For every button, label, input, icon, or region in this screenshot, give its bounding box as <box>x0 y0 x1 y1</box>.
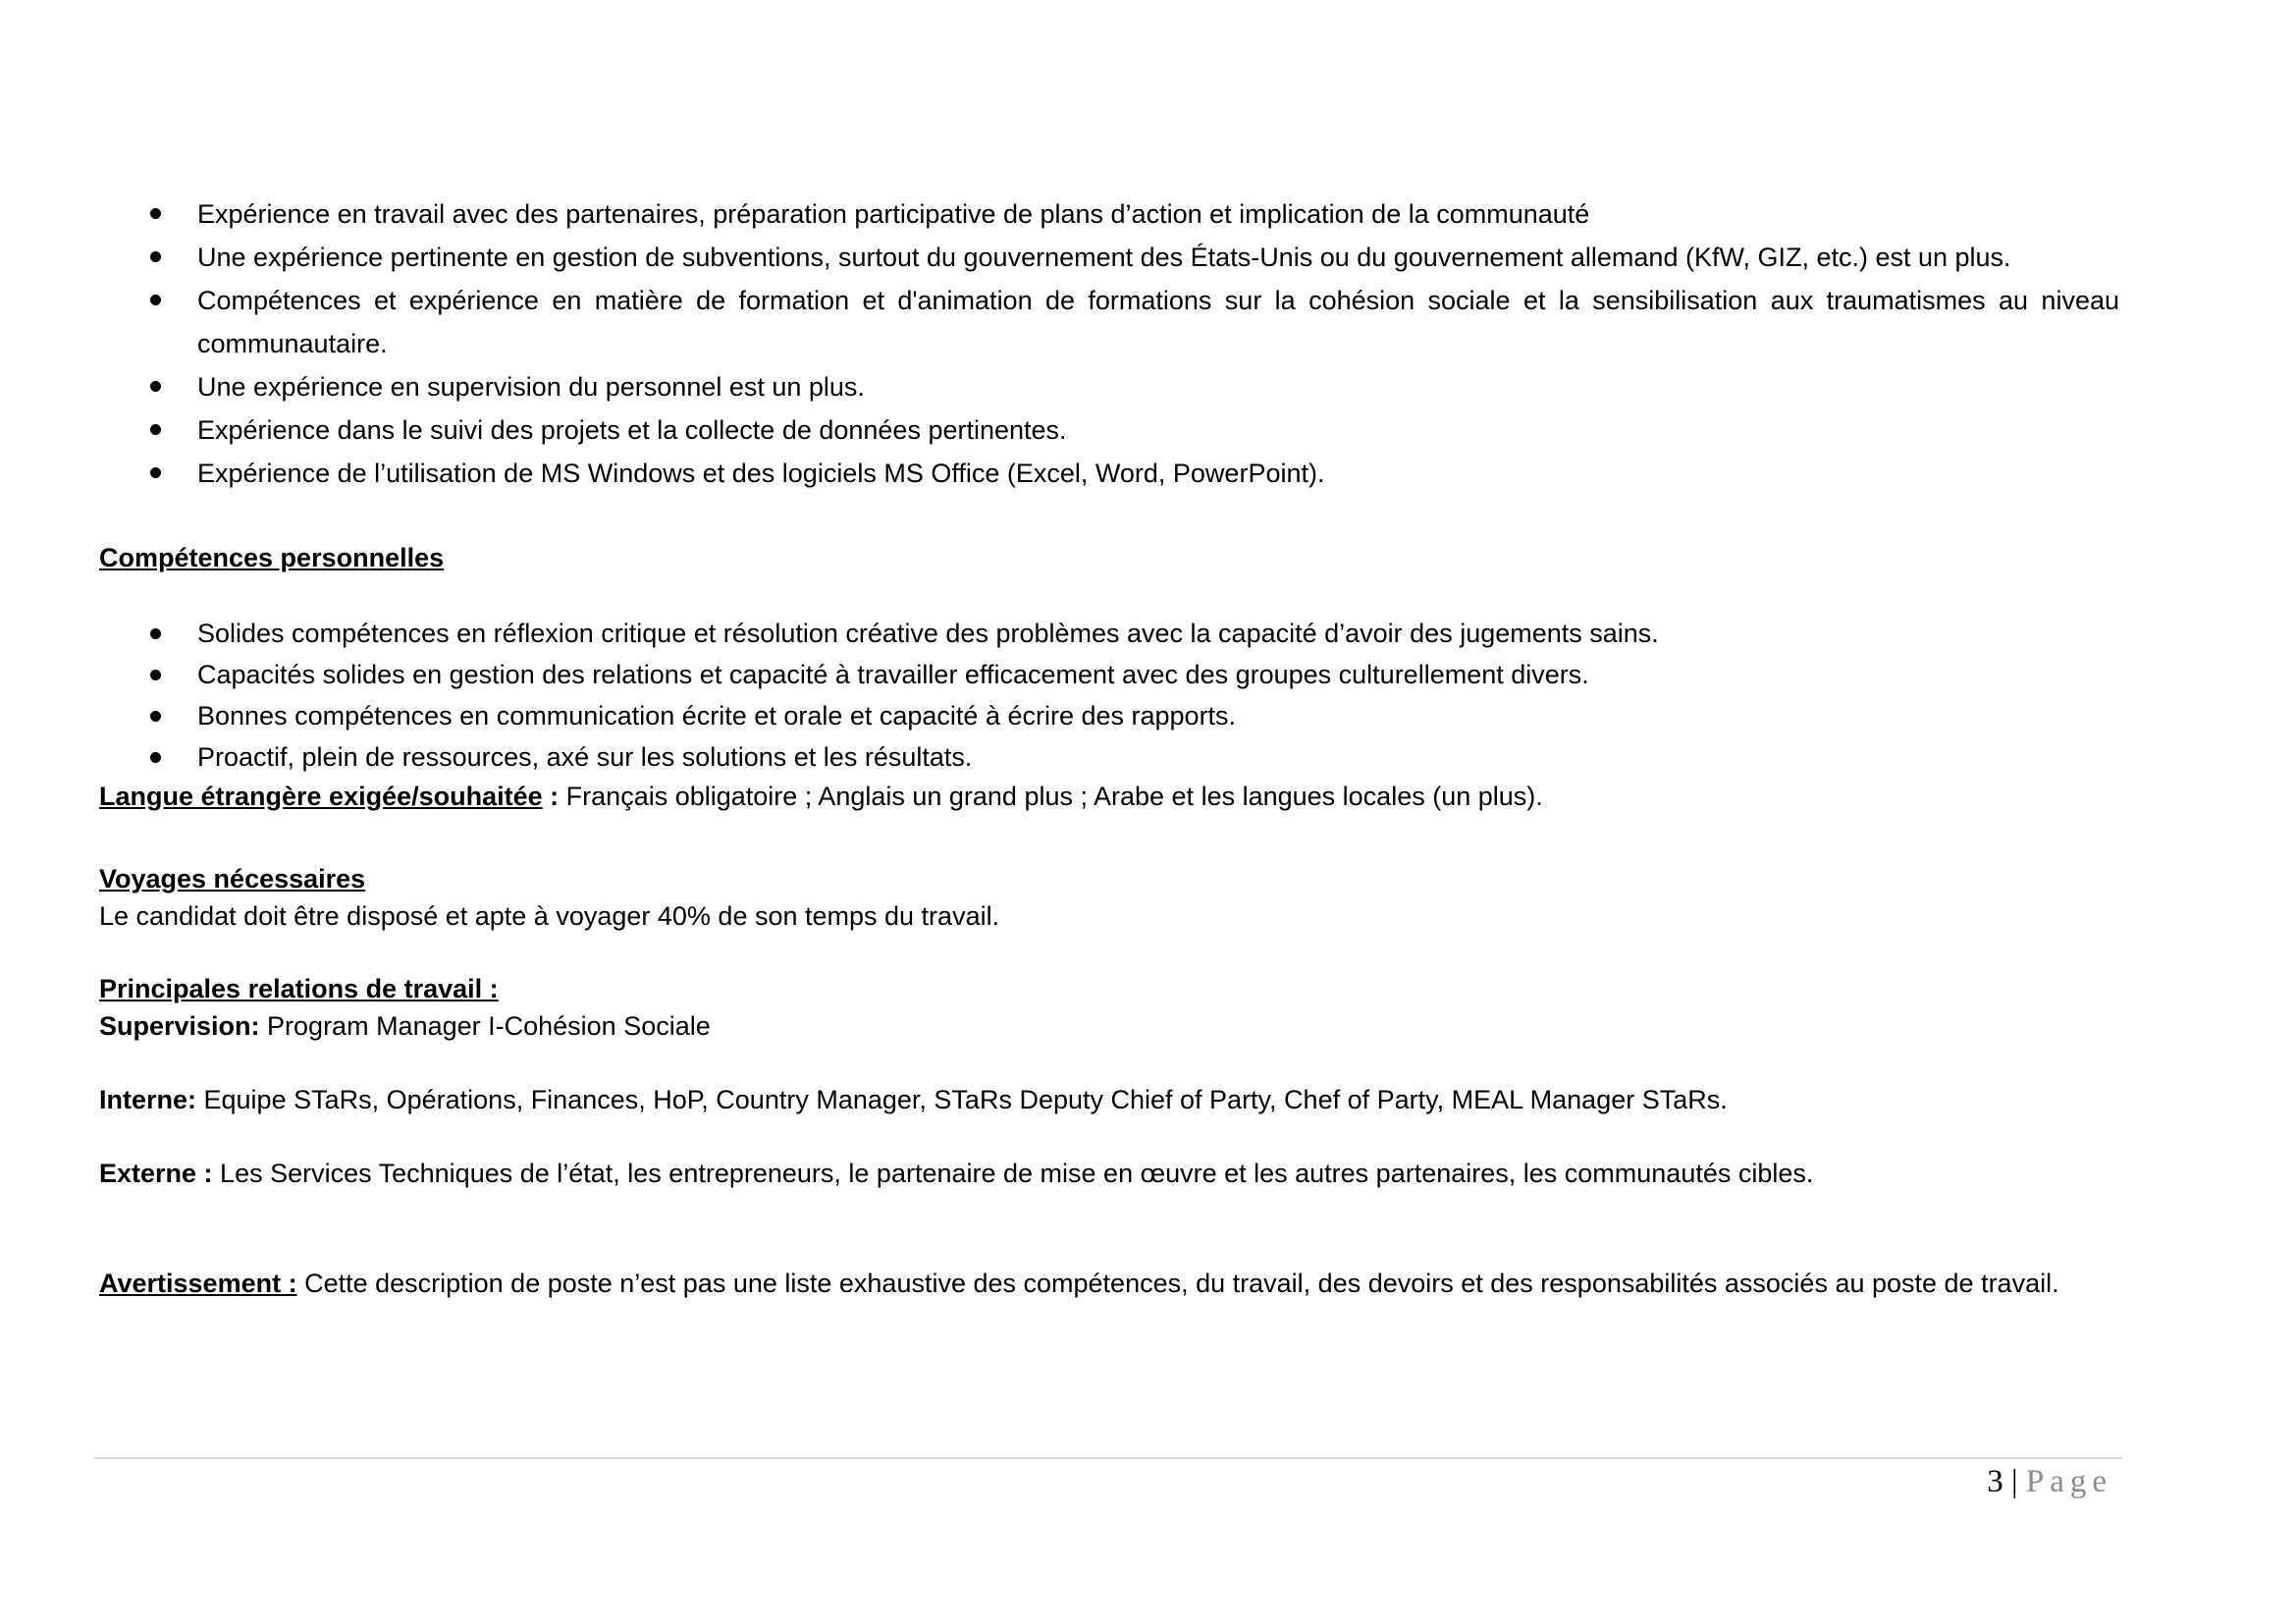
languages-paragraph <box>99 778 2119 815</box>
bullet-icon <box>150 424 161 435</box>
list-item-text: Proactif, plein de ressources, axé sur les solutions et les résultats. <box>197 742 973 772</box>
bullet-icon <box>150 628 161 639</box>
bullet-icon <box>150 208 161 219</box>
bullet-icon <box>150 251 161 262</box>
list-item-text: Expérience en travail avec des partenaires, préparation participative de plans d’action et implication de la communauté <box>197 199 1590 229</box>
list-item-text: Capacités solides en gestion des relations et capacité à travailler efficacement avec des groupes culturellement divers. <box>197 660 1589 689</box>
disclaimer-text: Cette description de poste n’est pas une liste exhaustive des compétences, du travail, des devoirs et des responsabilités associés au poste de travail. <box>296 1269 2059 1298</box>
languages-label: Langue étrangère exigée/souhaitée <box>99 782 543 811</box>
internal-paragraph <box>99 1081 2119 1118</box>
list-item-text: Solides compétences en réflexion critique et résolution créative des problèmes avec la capacité d’avoir des jugements sains. <box>197 619 1659 648</box>
list-item-text: Une expérience pertinente en gestion de subventions, surtout du gouvernement des États-Unis ou du gouvernement allemand (KfW, GIZ, etc.) est un plus. <box>197 243 2011 272</box>
list-item <box>99 695 2119 736</box>
travel-heading: Voyages nécessaires <box>99 864 366 893</box>
list-item-text: Expérience dans le suivi des projets et la collecte de données pertinentes. <box>197 415 1067 445</box>
list-item-text: Une expérience en supervision du personnel est un plus. <box>197 372 865 402</box>
list-item <box>99 365 2119 408</box>
personal-skills-heading: Compétences personnelles <box>99 543 445 572</box>
internal-label: Interne: <box>99 1085 197 1114</box>
supervision-label: Supervision: <box>99 1011 260 1041</box>
languages-separator: : <box>542 782 566 811</box>
list-item <box>99 408 2119 452</box>
list-item <box>99 279 2119 365</box>
disclaimer-paragraph <box>99 1265 2119 1302</box>
experience-list <box>99 192 2119 495</box>
travel-text: Le candidat doit être disposé et apte à voyager 40% de son temps du travail. <box>99 901 1000 931</box>
list-item <box>99 654 2119 695</box>
supervision-text: Program Manager I-Cohésion Sociale <box>259 1011 711 1041</box>
bullet-icon <box>150 381 161 392</box>
list-item <box>99 236 2119 279</box>
bullet-icon <box>150 467 161 478</box>
list-item <box>99 613 2119 654</box>
external-paragraph <box>99 1155 2119 1192</box>
page-footer <box>1987 1460 2112 1503</box>
bullet-icon <box>150 711 161 722</box>
footer-divider <box>94 1457 2122 1459</box>
bullet-icon <box>150 295 161 305</box>
bullet-icon <box>150 670 161 680</box>
languages-text: Français obligatoire ; Anglais un grand plus ; Arabe et les langues locales (un plus). <box>565 782 1543 811</box>
disclaimer-label: Avertissement : <box>99 1269 297 1298</box>
page-content <box>99 192 2119 1302</box>
bullet-icon <box>150 752 161 763</box>
personal-skills-list <box>99 613 2119 778</box>
list-item-text: Bonnes compétences en communication écrite et orale et capacité à écrire des rapports. <box>197 701 1237 731</box>
footer-separator: | <box>2002 1464 2026 1499</box>
external-label: Externe : <box>99 1159 213 1188</box>
list-item-text: Compétences et expérience en matière de formation et d'animation de formations sur la cohésion sociale et la sensibilisation aux traumatismes au niveau communautaire. <box>197 286 2119 358</box>
external-text: Les Services Techniques de l’état, les entrepreneurs, le partenaire de mise en œuvre et les autres partenaires, les communautés cibles. <box>212 1159 1814 1188</box>
list-item <box>99 192 2119 236</box>
list-item <box>99 452 2119 495</box>
page-word: Page <box>2025 1464 2112 1499</box>
supervision-paragraph <box>99 1007 2119 1045</box>
relations-heading: Principales relations de travail : <box>99 974 499 1003</box>
list-item-text: Expérience de l’utilisation de MS Windows et des logiciels MS Office (Excel, Word, PowerPoint). <box>197 459 1325 488</box>
list-item <box>99 736 2119 778</box>
page-number: 3 <box>1987 1464 2003 1499</box>
internal-text: Equipe STaRs, Opérations, Finances, HoP, Country Manager, STaRs Deputy Chief of Party, Chef of Party, MEAL Manager STaRs. <box>196 1085 1728 1114</box>
